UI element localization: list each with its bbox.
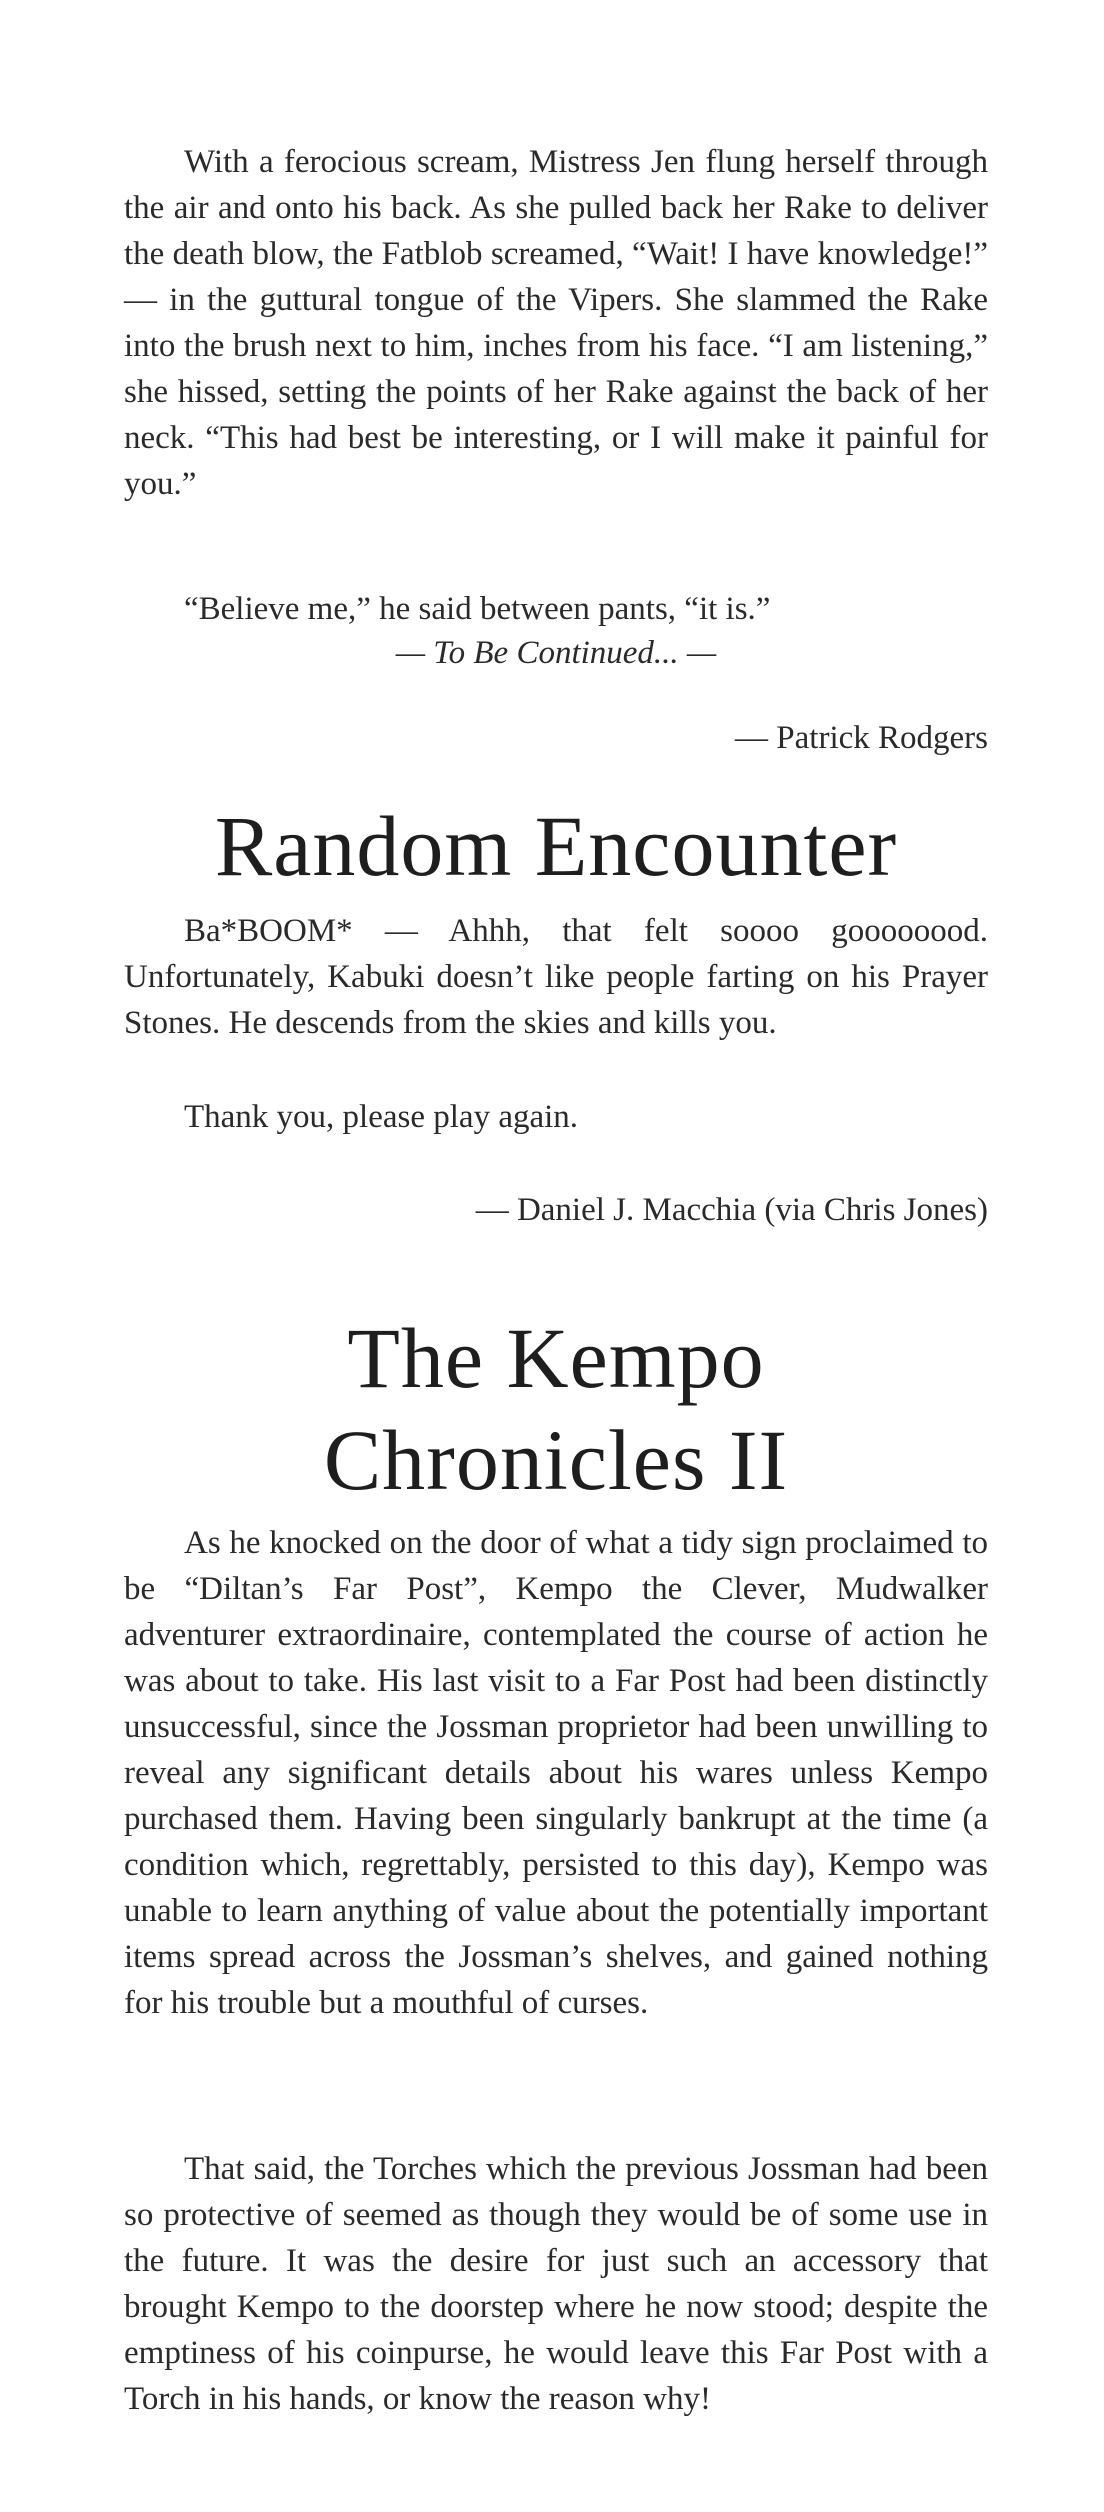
author-byline: — Patrick Rodgers: [735, 720, 988, 756]
story-paragraph: Thank you, please play again.: [184, 1099, 579, 1135]
continued-note: — To Be Continued... —: [395, 635, 717, 671]
story-paragraph: That said, the Torches which the previous Jossman had been so protective of seemed as though they would be of some use in the future. It was the desire for just such an accessory that brought Kempo to the doorstep where he now stood; despite the emptiness of his coinpurse, he would leave this Far Post with a Torch in his hands, or know the reason why!: [124, 2151, 988, 2417]
story-paragraph: With a ferocious scream, Mistress Jen flung herself through the air and onto his back. As she pulled back her Rake to deliver the death blow, the Fatblob screamed, “Wait! I have knowledge!” — in the guttural tongue of the Vipers. She slammed the Rake into the brush next to him, inches from his face. “I am listening,” she hissed, setting the points of her Rake against the back of her neck. “This had best be interesting, or I will make it painful for you.”: [124, 144, 988, 502]
story-paragraph: As he knocked on the door of what a tidy sign proclaimed to be “Diltan’s Far Post”, Kempo the Clever, Mudwalker adventurer extraordinaire, contemplated the course of action he was about to take. His last visit to a Far Post had been distinctly unsuccessful, since the Jossman proprietor had been unwilling to reveal any significant details about his wares unless Kempo purchased them. Having been singularly bankrupt at the time (a condition which, regrettably, persisted to this day), Kempo was unable to learn anything of value about the potentially important items spread across the Jossman’s shelves, and gained nothing for his trouble but a mouthful of curses.: [124, 1525, 988, 2021]
story-paragraph: “Believe me,” he said between pants, “it is.”: [184, 591, 771, 627]
section-title-line2: Chronicles II: [323, 1412, 789, 1508]
story-paragraph: Ba*BOOM* — Ahhh, that felt soooo goooooood. Unfortunately, Kabuki doesn’t like people farting on his Prayer Stones. He descends from the skies and kills you.: [124, 913, 988, 1041]
author-byline: — Daniel J. Macchia (via Chris Jones): [475, 1192, 988, 1228]
section-title-line1: The Kempo: [347, 1310, 765, 1406]
section-title: Random Encounter: [214, 798, 898, 894]
